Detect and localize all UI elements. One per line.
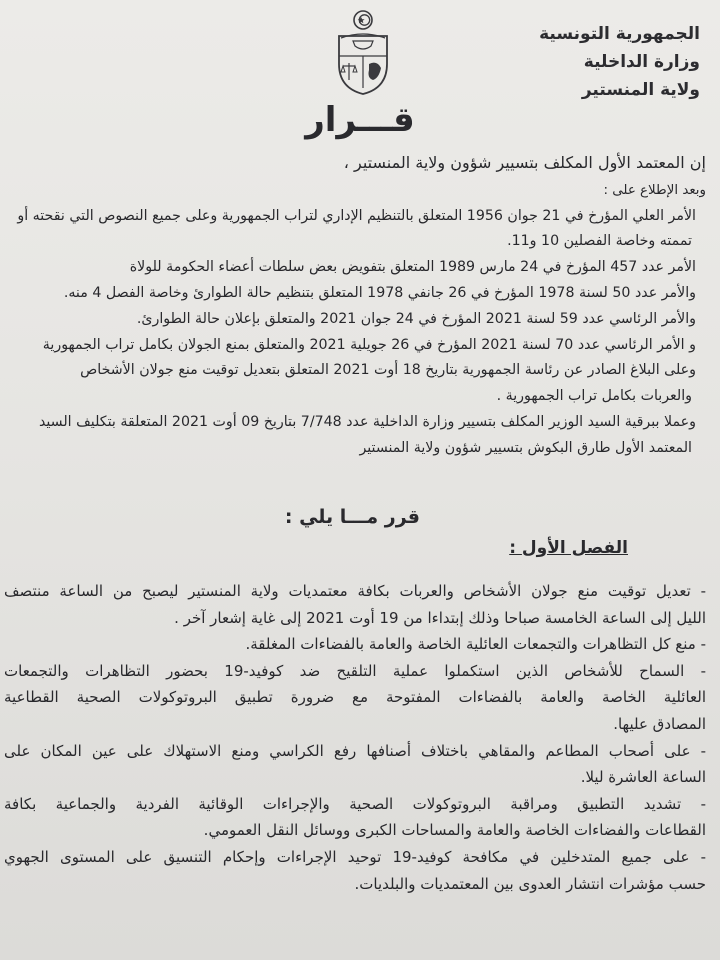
preamble-line: وعملا ببرقية السيد الوزير المكلف بتسيير وزارة الداخلية عدد 7/748 بتاريخ 09 أوت 2021 المتعلقة بتكليف السيد <box>38 413 696 430</box>
preamble-line: و الأمر الرئاسي عدد 70 لسنة 2021 المؤرخ في 26 جويلية 2021 والمتعلق بمنع الجولان بكامل تراب الجمهورية <box>42 336 696 353</box>
chapter-heading <box>509 538 628 558</box>
article-line: المصادق عليها. <box>613 714 706 733</box>
intro-line: إن المعتمد الأول المكلف بتسيير شؤون ولاية المنستير ، <box>343 153 706 172</box>
preamble-line: والأمر عدد 50 لسنة 1978 المؤرخ في 26 جانفي 1978 المتعلق بتنظيم حالة الطوارئ وخاصة الفصل 4 منه. <box>63 284 696 301</box>
preamble-line: والعربات بكامل تراب الجمهورية . <box>496 388 692 405</box>
document-title: قـــرار <box>305 100 415 140</box>
header-ministry: وزارة الداخلية <box>583 52 700 72</box>
preamble-line: الأمر عدد 457 المؤرخ في 24 مارس 1989 المتعلق بتفويض بعض سلطات أعضاء الحكومة للولاة <box>129 259 696 276</box>
chapter-colon: : <box>509 538 522 558</box>
after-review-line: وبعد الإطلاع على : <box>603 182 706 198</box>
article-line: - على جميع المتدخلين في مكافحة كوفيد-19 توحيد الإجراءات وإحكام التنسيق على المستوى الجهوي <box>4 847 706 866</box>
preamble-line: تممته وخاصة الفصلين 10 و11. <box>507 233 692 250</box>
preamble-line: المعتمد الأول طارق البكوش بتسيير شؤون ولاية المنستير <box>359 439 692 456</box>
decided-heading: قرر مـــا يلي : <box>284 506 420 528</box>
article-line: العائلية الخاصة والعامة بالفضاءات المفتوحة مع ضرورة تطبيق البروتوكولات الصحية القطاعية <box>4 688 706 707</box>
article-line: القطاعات والفضاءات الخاصة والعامة والمساحات الكبرى ووسائل النقل العمومي. <box>203 821 706 840</box>
article-line: - على أصحاب المطاعم والمقاهي باختلاف أصنافها رفع الكراسي ومنع الاستهلاك على عين المكان على <box>4 741 706 760</box>
chapter-title: الفصل الأول <box>521 538 628 558</box>
preamble-line: الأمر العلي المؤرخ في 21 جوان 1956 المتعلق بالتنظيم الإداري لتراب الجمهورية وعلى جميع النصوص التي نقحته أو <box>17 207 696 224</box>
article-line: - تشديد التطبيق ومراقبة البروتوكولات الصحية والإجراءات الوقائية الفردية والجماعية بكافة <box>4 794 706 813</box>
header-governorate: ولاية المنستير <box>581 80 700 100</box>
article-line: - السماح للأشخاص الذين استكملوا عملية التلقيح ضد كوفيد-19 بحضور التظاهرات والتجمعات <box>4 661 706 680</box>
article-line: الساعة العاشرة ليلا. <box>580 768 706 787</box>
tunisia-coat-of-arms-icon <box>333 8 393 96</box>
header-republic: الجمهورية التونسية <box>539 24 700 44</box>
article-line: حسب مؤشرات انتشار العدوى بين المعتمديات والبلديات. <box>354 874 706 893</box>
article-line: - منع كل التظاهرات والتجمعات العائلية الخاصة والعامة بالفضاءات المغلقة. <box>245 635 706 654</box>
preamble-section <box>6 150 706 462</box>
issuing-authority-header <box>500 20 700 104</box>
preamble-line: وعلى البلاغ الصادر عن رئاسة الجمهورية بتاريخ 18 أوت 2021 المتعلق بتعديل توقيت منع جولان الأشخاص <box>80 362 696 379</box>
article-line: - تعديل توقيت منع جولان الأشخاص والعربات بكافة معتمديات ولاية المنستير ليصبح من الساعة منتصف <box>4 582 706 600</box>
preamble-line: والأمر الرئاسي عدد 59 لسنة 2021 المؤرخ في 24 جوان 2021 والمتعلق بإعلان حالة الطوارئ. <box>136 310 696 327</box>
articles-section <box>4 578 706 897</box>
article-line: الليل إلى الساعة الخامسة صباحا وذلك إبتداءا من 19 أوت 2021 إلى غاية إشعار آخر . <box>174 608 706 627</box>
